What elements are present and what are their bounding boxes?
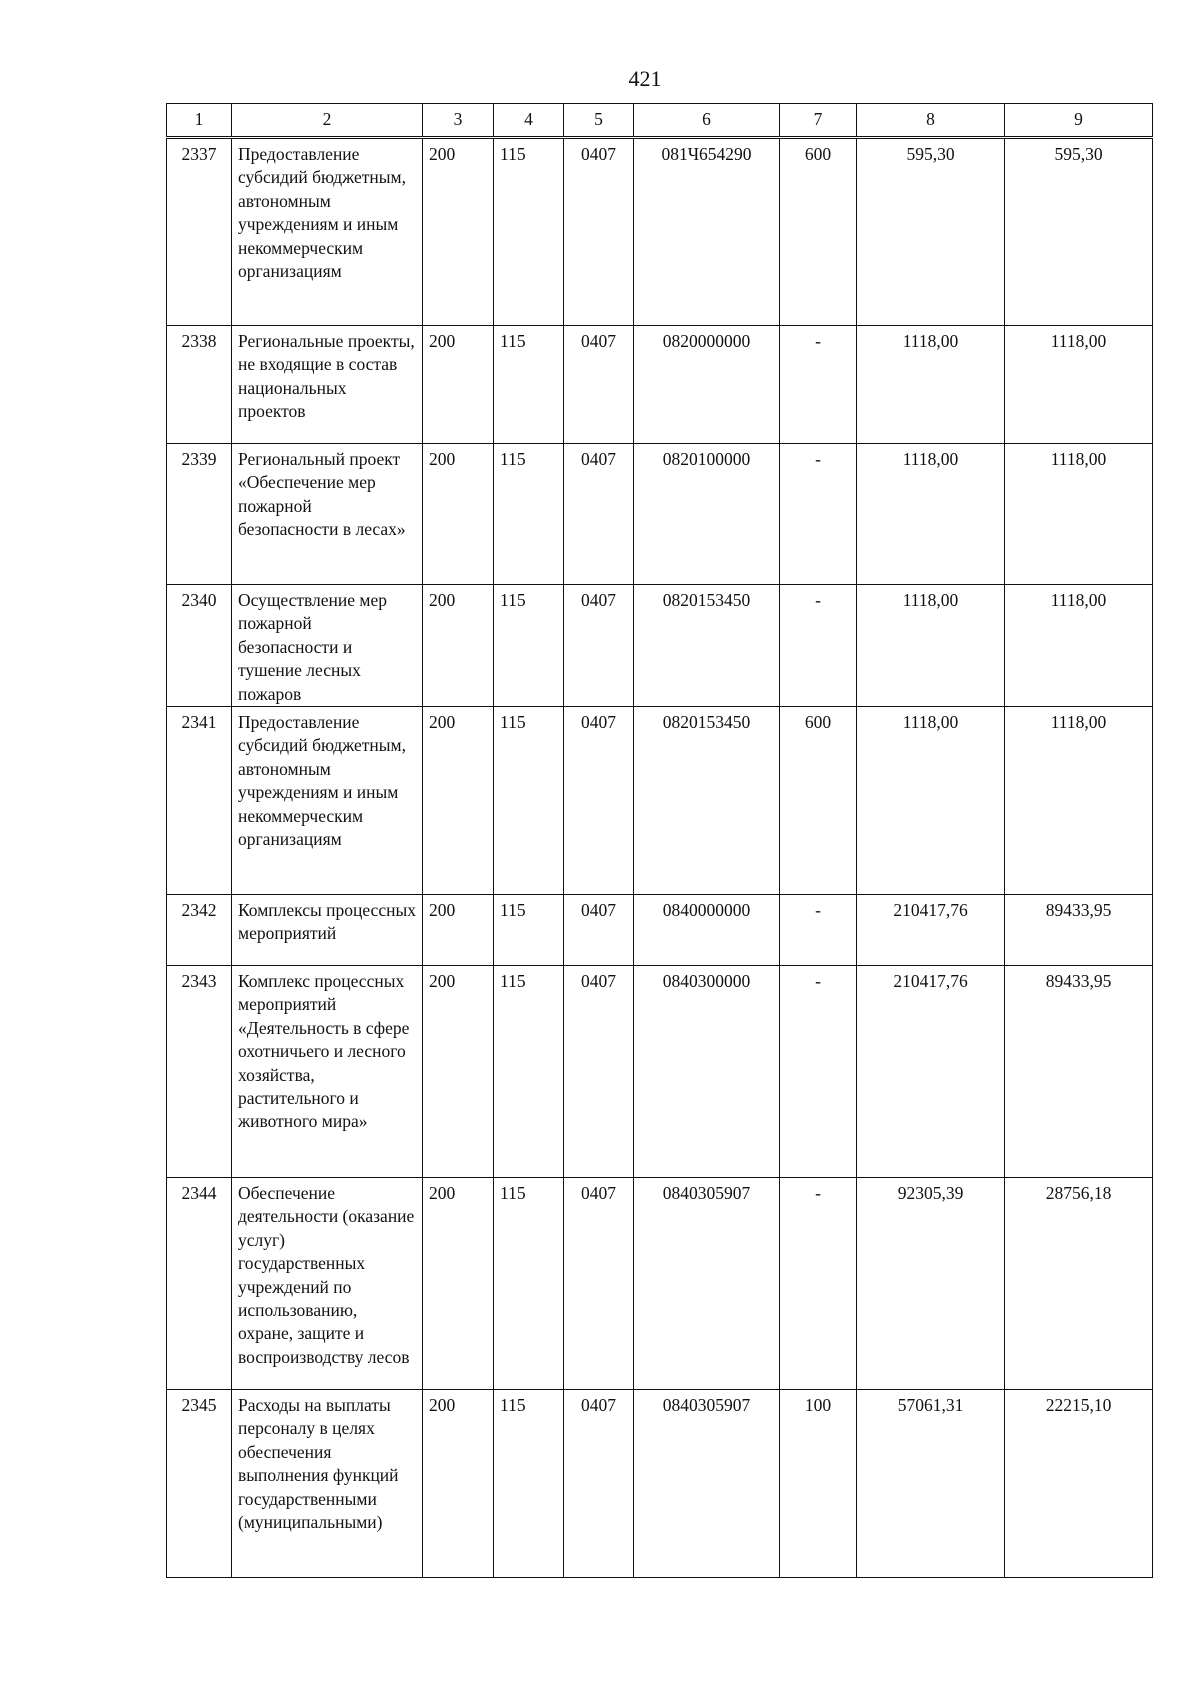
row-code-target: 0820000000 <box>634 326 780 444</box>
row-description: Предоставление субсидий бюджетным, автономным учреждениям и иным некоммерческим организациям <box>232 138 423 326</box>
col-header-7: 7 <box>780 104 857 138</box>
row-amount-executed: 89433,95 <box>1005 966 1153 1178</box>
row-code-target: 0820153450 <box>634 585 780 707</box>
row-amount-approved: 210417,76 <box>857 895 1005 966</box>
row-description: Осуществление мер пожарной безопасности и тушение лесных пожаров <box>232 585 423 707</box>
table-row <box>167 1390 1153 1578</box>
table-row <box>167 966 1153 1178</box>
col-header-6: 6 <box>634 104 780 138</box>
row-amount-approved: 1118,00 <box>857 444 1005 585</box>
row-code-admin: 200 <box>423 1178 494 1390</box>
row-code-ministry: 115 <box>494 326 564 444</box>
row-code-target: 0840000000 <box>634 895 780 966</box>
table-row <box>167 138 1153 326</box>
row-code-admin: 200 <box>423 326 494 444</box>
row-code-admin: 200 <box>423 138 494 326</box>
row-code-admin: 200 <box>423 444 494 585</box>
row-amount-executed: 595,30 <box>1005 138 1153 326</box>
row-code-ministry: 115 <box>494 707 564 895</box>
row-code-target: 081Ч654290 <box>634 138 780 326</box>
row-description: Региональный проект «Обеспечение мер пожарной безопасности в лесах» <box>232 444 423 585</box>
row-code-expense-type: - <box>780 895 857 966</box>
row-code-ministry: 115 <box>494 1390 564 1578</box>
row-number: 2341 <box>167 707 232 895</box>
row-code-expense-type: - <box>780 444 857 585</box>
row-code-ministry: 115 <box>494 1178 564 1390</box>
row-code-section: 0407 <box>564 707 634 895</box>
table-row <box>167 444 1153 585</box>
row-code-admin: 200 <box>423 707 494 895</box>
row-code-expense-type: 600 <box>780 138 857 326</box>
row-number: 2343 <box>167 966 232 1178</box>
row-amount-executed: 22215,10 <box>1005 1390 1153 1578</box>
col-header-5: 5 <box>564 104 634 138</box>
row-amount-approved: 210417,76 <box>857 966 1005 1178</box>
row-description: Расходы на выплаты персоналу в целях обеспечения выполнения функций государственными (муниципальными) <box>232 1390 423 1578</box>
row-code-ministry: 115 <box>494 966 564 1178</box>
row-code-admin: 200 <box>423 966 494 1178</box>
row-code-target: 0840305907 <box>634 1390 780 1578</box>
page-number: 421 <box>628 66 662 91</box>
row-amount-executed: 1118,00 <box>1005 326 1153 444</box>
row-description: Обеспечение деятельности (оказание услуг) государственных учреждений по использованию, охране, защите и воспроизводству лесов <box>232 1178 423 1390</box>
row-amount-approved: 57061,31 <box>857 1390 1005 1578</box>
row-number: 2342 <box>167 895 232 966</box>
table-row <box>167 895 1153 966</box>
budget-table <box>166 103 1153 1578</box>
row-code-expense-type: - <box>780 966 857 1178</box>
row-code-ministry: 115 <box>494 444 564 585</box>
row-code-expense-type: 100 <box>780 1390 857 1578</box>
row-number: 2340 <box>167 585 232 707</box>
row-code-expense-type: - <box>780 326 857 444</box>
col-header-3: 3 <box>423 104 494 138</box>
row-code-section: 0407 <box>564 444 634 585</box>
row-code-section: 0407 <box>564 1390 634 1578</box>
row-code-section: 0407 <box>564 966 634 1178</box>
row-number: 2338 <box>167 326 232 444</box>
row-amount-executed: 1118,00 <box>1005 585 1153 707</box>
row-code-target: 0840300000 <box>634 966 780 1178</box>
row-code-section: 0407 <box>564 585 634 707</box>
row-code-ministry: 115 <box>494 138 564 326</box>
row-code-target: 0840305907 <box>634 1178 780 1390</box>
table-row <box>167 1178 1153 1390</box>
row-code-section: 0407 <box>564 138 634 326</box>
row-amount-executed: 1118,00 <box>1005 444 1153 585</box>
row-code-ministry: 115 <box>494 585 564 707</box>
row-code-expense-type: - <box>780 585 857 707</box>
row-description: Предоставление субсидий бюджетным, автономным учреждениям и иным некоммерческим организациям <box>232 707 423 895</box>
row-code-target: 0820100000 <box>634 444 780 585</box>
row-code-expense-type: - <box>780 1178 857 1390</box>
col-header-4: 4 <box>494 104 564 138</box>
table-row <box>167 707 1153 895</box>
row-description: Региональные проекты, не входящие в состав национальных проектов <box>232 326 423 444</box>
row-amount-approved: 1118,00 <box>857 326 1005 444</box>
row-amount-approved: 1118,00 <box>857 585 1005 707</box>
table-row <box>167 326 1153 444</box>
row-description: Комплекс процессных мероприятий «Деятельность в сфере охотничьего и лесного хозяйства, растительного и животного мира» <box>232 966 423 1178</box>
row-amount-approved: 92305,39 <box>857 1178 1005 1390</box>
row-code-ministry: 115 <box>494 895 564 966</box>
col-header-1: 1 <box>167 104 232 138</box>
row-code-section: 0407 <box>564 895 634 966</box>
row-amount-approved: 595,30 <box>857 138 1005 326</box>
row-code-admin: 200 <box>423 585 494 707</box>
row-amount-executed: 28756,18 <box>1005 1178 1153 1390</box>
row-number: 2345 <box>167 1390 232 1578</box>
row-amount-executed: 1118,00 <box>1005 707 1153 895</box>
row-code-section: 0407 <box>564 1178 634 1390</box>
row-code-target: 0820153450 <box>634 707 780 895</box>
row-amount-approved: 1118,00 <box>857 707 1005 895</box>
row-description: Комплексы процессных мероприятий <box>232 895 423 966</box>
col-header-8: 8 <box>857 104 1005 138</box>
row-number: 2339 <box>167 444 232 585</box>
row-amount-executed: 89433,95 <box>1005 895 1153 966</box>
row-number: 2337 <box>167 138 232 326</box>
row-number: 2344 <box>167 1178 232 1390</box>
col-header-2: 2 <box>232 104 423 138</box>
row-code-admin: 200 <box>423 895 494 966</box>
table-row <box>167 585 1153 707</box>
column-number-header-row <box>167 104 1153 138</box>
row-code-admin: 200 <box>423 1390 494 1578</box>
row-code-section: 0407 <box>564 326 634 444</box>
col-header-9: 9 <box>1005 104 1153 138</box>
row-code-expense-type: 600 <box>780 707 857 895</box>
